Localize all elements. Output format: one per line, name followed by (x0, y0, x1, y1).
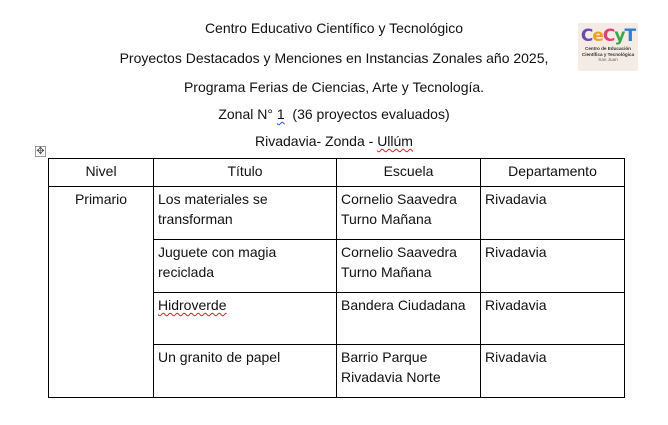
logo-letter: e (592, 26, 603, 46)
projects-table (48, 158, 625, 398)
header-line-institution: Centro Educativo Científico y Tecnológico (204, 20, 464, 36)
cell-titulo: Juguete con magia reciclada (154, 240, 337, 293)
cell-titulo (154, 293, 337, 345)
header-line-zonal (0, 105, 668, 123)
logo-letter: T (624, 26, 636, 46)
logo-wordmark (578, 26, 638, 46)
cell-titulo: Un granito de papel (154, 345, 337, 398)
cell-departamento: Rivadavia (481, 293, 625, 345)
column-header-departamento: Departamento (481, 159, 625, 187)
cell-titulo-text: Hidroverde (158, 297, 227, 313)
zonal-prefix: Zonal N° (218, 106, 277, 122)
cell-titulo: Los materiales se transforman (154, 187, 337, 240)
region-last: Ullúm (377, 133, 413, 149)
column-header-escuela: Escuela (337, 159, 481, 187)
table-header-row (49, 159, 625, 187)
logo-letter: y (614, 26, 625, 46)
zonal-suffix: (36 proyectos evaluados) (284, 106, 450, 122)
cell-departamento: Rivadavia (481, 187, 625, 240)
cell-nivel: Primario (49, 187, 154, 398)
logo-line-3: San Juan (598, 57, 618, 62)
header-line-program: Programa Ferias de Ciencias, Arte y Tecnología. (183, 79, 485, 95)
column-header-titulo: Título (154, 159, 337, 187)
logo-line-1: Centro de Educación (585, 46, 631, 51)
logo-letter: C (580, 26, 593, 46)
cecyt-logo (578, 23, 638, 71)
cell-escuela: Cornelio Saavedra Turno Mañana (337, 187, 481, 240)
header-line-projects: Proyectos Destacados y Menciones en Instancias Zonales año 2025, (119, 50, 549, 66)
table-move-handle-icon[interactable]: ✥ (36, 146, 45, 157)
logo-line-2: Científica y Tecnológica (581, 51, 635, 57)
cell-escuela: Bandera Ciudadana (337, 293, 481, 345)
zonal-number: 1 (276, 106, 285, 122)
cell-escuela: Cornelio Saavedra Turno Mañana (337, 240, 481, 293)
region-prefix: Rivadavia- Zonda - (255, 133, 378, 149)
cell-departamento: Rivadavia (481, 240, 625, 293)
cell-escuela: Barrio Parque Rivadavia Norte (337, 345, 481, 398)
table-row (49, 187, 625, 240)
header-line-region (0, 132, 668, 150)
logo-letter: C (602, 26, 615, 46)
cell-departamento: Rivadavia (481, 345, 625, 398)
column-header-nivel: Nivel (49, 159, 154, 187)
